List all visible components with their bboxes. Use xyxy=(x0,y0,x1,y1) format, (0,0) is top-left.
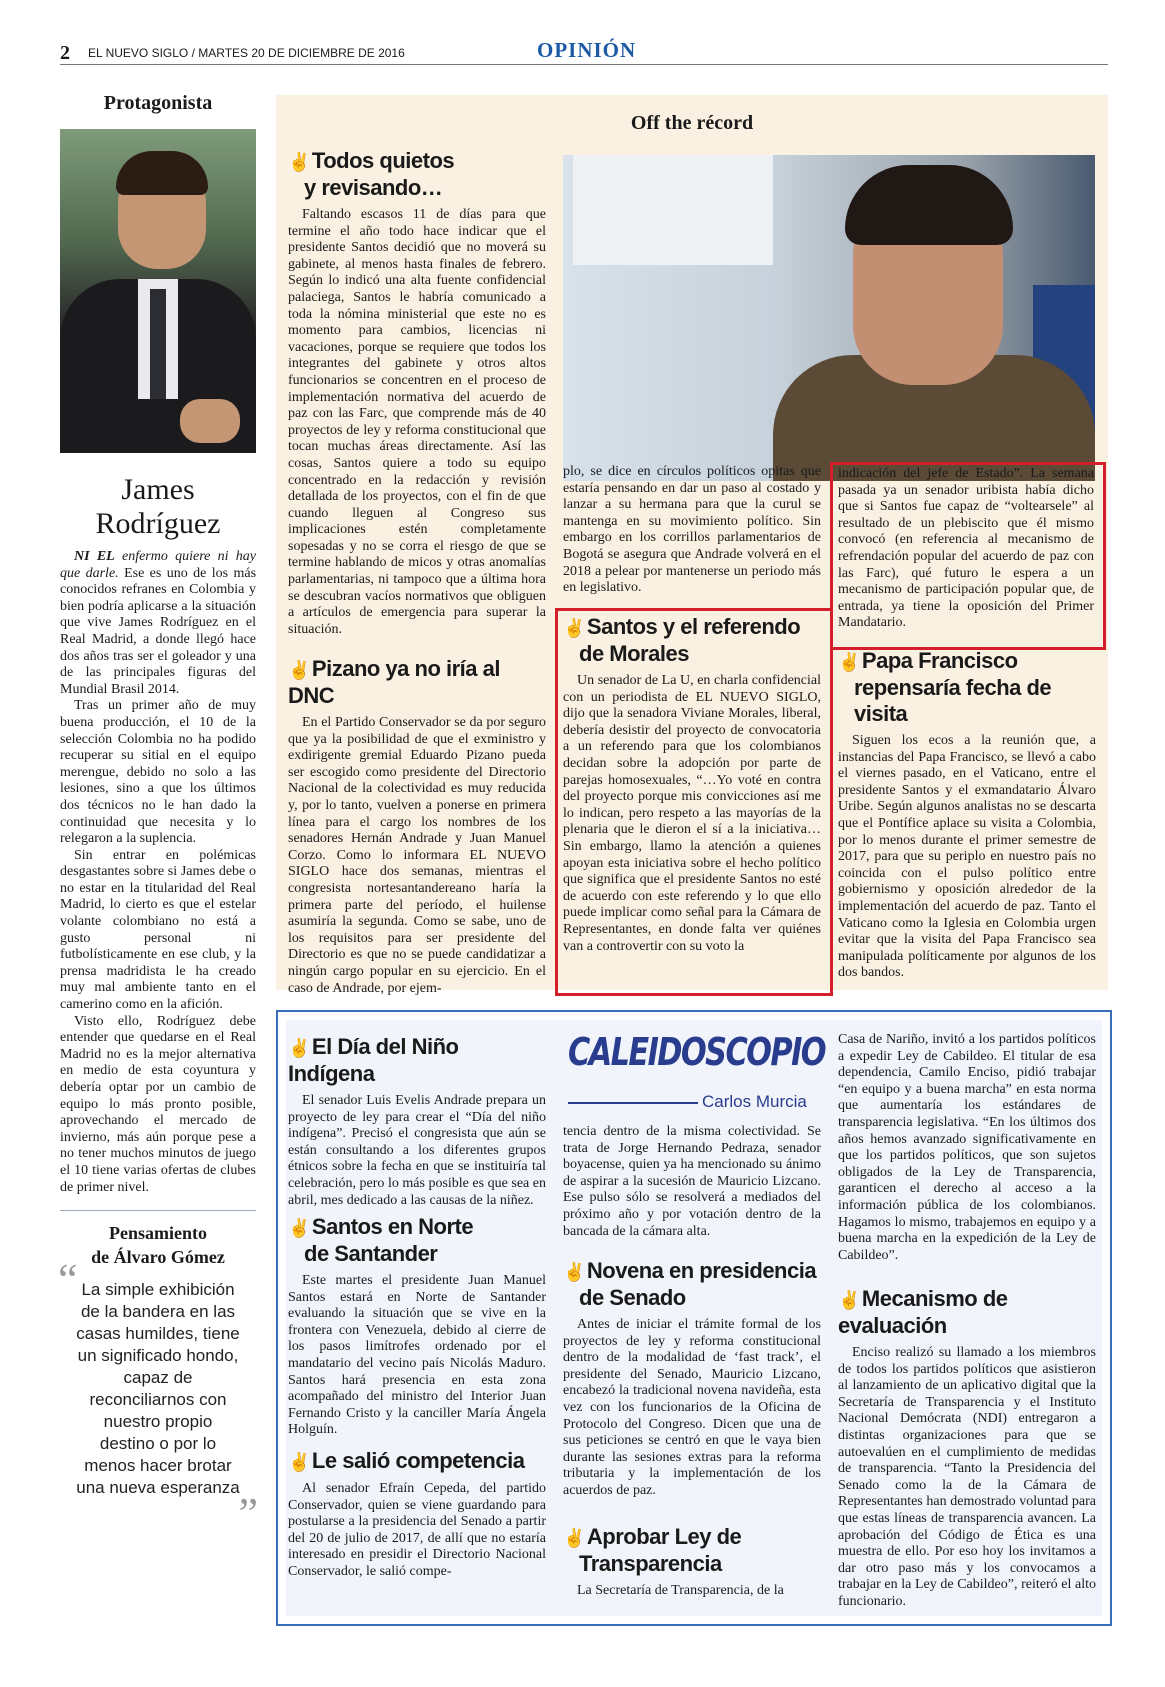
article-title: ✌Le salió competencia xyxy=(288,1448,525,1473)
article-todos-quietos: ✌Todos quietos y revisando… Faltando escasos 11 de días para que termine el año todo hace indicar que el presidente Santos decidió que no moverá su gabinete, al menos hasta finales de febrero. Según lo indicó una alta fuente confidencial palaciega, Santos le habría comunicado a toda la nómina ministerial que este no es momento para cambios, licencias ni vacaciones, porque se requiere que todos los integrantes del gabinete y otros altos funcionarios se concentren en el proceso de implementación normativa del acuerdo de paz con las Farc, que comprende más de 40 proyectos de ley y reforma constitucional que tocan muchas áreas directamente. Así las cosas, Santos quiere a todo su equipo concentrado en la redacción y revisión detallada de los proyectos, con el fin de que cuando lleguen al Congreso sus implicaciones estén completamente sopesadas y no se corra el riesgo de que se termine hablando de micos y otras anomalías parlamentarias, ni tampoco que a última hora se descubran vacíos normativos que obliguen a artículos de emergencia para superar la situación. xyxy=(288,148,546,637)
article-mecanismo-evaluacion: ✌Mecanismo de evaluación Enciso realizó su llamado a los miembros de todos los partidos políticos que asistieron al lanzamiento de un aplicativo digital que la Secretaría de Transparencia y el Instituto Nacional Demócrata (NDI) entregaron a distintas organizaciones para que se autoevalúen en el cumplimiento de medidas de transparencia. “Tanto la Presidencia del Senado como la de la Cámara de Representantes han demostrado voluntad para que estas líneas de transparencia avancen. La aprobación del Código de Ética es una muestra de ello. Por eso hoy los invitamos a dar otro paso más y los convocamos a trabajar en la Ley de Cabildeo”, reiteró el alto funcionario. xyxy=(838,1286,1096,1609)
victory-hand-icon: ✌ xyxy=(838,652,860,672)
logo-rule xyxy=(568,1102,698,1104)
article-le-salio-competencia-continued: tencia dentro de la misma colectividad. Se trata de Jorge Hernando Pedraza, senador boyacense, quien ya ha mencionado su ánimo de aspirar a la sucesión de Mauricio Lizcano. Ese pulso sólo se resolverá a mediados del próximo año y por votación dentro de la bancada de la cámara alta. xyxy=(563,1124,821,1239)
victory-hand-icon: ✌ xyxy=(288,152,310,172)
victory-hand-icon: ✌ xyxy=(563,1528,585,1548)
article-title: ✌Aprobar Ley de Transparencia xyxy=(563,1524,742,1576)
victory-hand-icon: ✌ xyxy=(838,1290,860,1310)
article-title: ✌Santos en Norte de Santander xyxy=(288,1214,474,1266)
article-dia-nino-indigena: ✌El Día del Niño Indígena El senador Luis Evelis Andrade prepara un proyecto de ley para crear el “Día del niño indígena”. Precisó el congresista que aún se están consultando a los diferentes grupos étnicos sobre la fecha en que se instituiría tal celebración, pero lo más posible es que sea en abril, mes dedicado a las causas de la niñez. xyxy=(288,1034,546,1208)
article-title: ✌Novena en presidencia de Senado xyxy=(563,1258,817,1310)
article-papa-francisco: ✌Papa Francisco repensaría fecha de visita Siguen los ecos a la reunión que, a instancias del Papa Francisco, se llevó a cabo el viernes pasado, en el Vaticano, entre el presidente Santos y el exmandatario Álvaro Uribe. Según algunos analistas no se descarta que el Pontífice aplace su visita a Colombia, por lo menos durante el primer semestre de 2017, para que su periplo en nuestro país no coincida con el pulso político entre gobiernismo y oposición alrededor de la implementación del acuerdo de paz. Tanto el Vaticano como la Iglesia en Colombia urgen evitar que la visita del Papa Francisco sea manipulada políticamente por algunos de los dos bandos. xyxy=(838,648,1096,981)
article-pizano: ✌Pizano ya no iría al DNC En el Partido Conservador se da por seguro que ya la posibilidad de que el exministro y exdirigente gremial Eduardo Pizano pueda ser escogido como presidente del Directorio Nacional de la colectividad es muy reducida y, por lo tanto, vuelven a ponerse en primera línea para el cargo los nombres de los senadores Hernán Andrade y Juan Manuel Corzo. Como lo informara EL NUEVO SIGLO hace dos semanas, mientras el congresista nortesantandereano haría la primera parte del período, el huilense asumiría la segunda. Como se sabe, uno de los requisitos para ser presidente del Directorio es que no se puede candidatizar a ningún cargo popular en su ejercicio. En el caso de Andrade, por ejem- xyxy=(288,656,546,996)
article-le-salio-competencia: ✌Le salió competencia Al senador Efraín Cepeda, del partido Conservador, quien se viene guardando para postularse a la presidencia del Senado a partir del 20 de julio de 2017, de allí que no estaría interesado en presidir el Directorio Nacional Conservador, le salió compe- xyxy=(288,1448,546,1579)
article-pizano-continued: plo, se dice en círculos políticos opitas que estaría pensando en dar un paso al costado y lanzar a su hermana para que la curul se mantenga en su movimiento político. Sin embargo en los corrillos parlamentarios de Bogotá se asegura que Andrade volverá en el 2018 a pelear por mantenerse un periodo más en legislativo. xyxy=(563,464,821,596)
page-number: 2 xyxy=(60,42,70,64)
quote-text: La simple exhibición de la bandera en las casas humildes, tiene un significado hondo, capaz de reconciliarnos con nuestro propio destino o por lo menos hacer brotar una nueva esperanza xyxy=(76,1280,240,1498)
article-title: ✌Todos quietos y revisando… xyxy=(288,148,455,200)
article-title: ✌Papa Francisco repensaría fecha de visita xyxy=(838,648,1052,726)
close-quote-icon: ” xyxy=(238,1489,258,1539)
protagonista-title: Protagonista xyxy=(103,92,213,114)
left-column xyxy=(58,88,258,1539)
article-aprobar-ley-continued: Casa de Nariño, invitó a los partidos políticos a expedir Ley de Cabildeo. El titular de esa dependencia, Camilo Enciso, pidió trabajar “en equipo y a buena marcha” en esta norma que aumentaría los estándares de transparencia legislativa. “En los últimos dos años hemos avanzado significativamente en que los partidos políticos, que son sujetos obligados de la Ley de Transparencia, garanticen el derecho al acceso a la información pública de los colombianos. Hagamos lo mismo, trabajemos en equipo y a buena marcha en la expedición de la Ley de Cabildeo”. xyxy=(838,1032,1096,1263)
publication-line: EL NUEVO SIGLO / MARTES 20 DE DICIEMBRE DE 2016 xyxy=(88,46,405,60)
article-aprobar-ley: ✌Aprobar Ley de Transparencia La Secretaría de Transparencia, de la xyxy=(563,1524,821,1600)
open-quote-icon: “ xyxy=(58,1255,78,1305)
victory-hand-icon: ✌ xyxy=(288,1452,310,1472)
article-title: ✌Pizano ya no iría al DNC xyxy=(288,656,500,708)
article-title: ✌Mecanismo de evaluación xyxy=(838,1286,1008,1338)
victory-hand-icon: ✌ xyxy=(288,660,310,680)
victory-hand-icon: ✌ xyxy=(563,1262,585,1282)
protagonist-text: NI EL enfermo quiere ni hay que darle. Ese es uno de los más conocidos refranes en Colombia y bien podría aplicarse a la situación que vive James Rodríguez en el Real Madrid, a donde llegó hace dos años tras ser el goleador y una de las principales figuras del Mundial Brasil 2014. Tras un primer año de muy buena producción, el 10 de la selección Colombia no ha podido recuperar su sitial en el equipo merengue, debido no solo a las lesiones, sino a que los últimos dos técnicos no le han dado la continuidad que necesita y lo relegaron a la suplencia. Sin entrar en polémicas desgastantes sobre si James debe o no estar en la titularidad del Real Madrid, lo cierto es que el estelar volante colombiano no está a gusto personal ni futbolísticamente en ese club, y la prensa madridista le ha creado muy mal ambiente tanto en el camerino como en la afición. Visto ello, Rodríguez debe entender que quedarse en el Real Madrid no es la mejor alternativa en medio de esta coyuntura y debería optar por un cambio de equipo lo más pronto posible, aprovechando el mercado de invierno, más aún porque pese a no tener muchos minutos de juego el 10 tiene varias ofertas de clubes de primer nivel. xyxy=(60,549,257,1195)
columnist-name: Carlos Murcia xyxy=(702,1092,807,1111)
article-santos-referendo: ✌Santos y el referendo de Morales Un senador de La U, en charla confidencial con un periodista de EL NUEVO SIGLO, dijo que la senadora Viviane Morales, liberal, debería desistir del proyecto de convocatoria a un referendo para que los colombianos decidan sobre la adopción por parte de parejas homosexuales, “…Yo voté en contra del proyecto porque mis convicciones así me lo indican, pero respeto a las mayorías de la plenaria que le dieron el sí a la iniciativa… Sin embargo, llamo la atención a quienes apoyan esta iniciativa sobre el hecho político que significa que el presidente Santos no esté de acuerdo con este referendo y lo que ello puede implicar como señal para la Cámara de Representantes, en donde falta ver quiénes van a controvertir con su voto la xyxy=(563,614,821,954)
header-rule xyxy=(60,64,1108,65)
divider xyxy=(60,1210,256,1211)
article-title: ✌Santos y el referendo de Morales xyxy=(563,614,801,666)
article-santos-referendo-continued: indicación del jefe de Estado”. La semana pasada ya un senador uribista había dicho que si Santos fue capaz de “voltearsele” al resultado de un plebiscito que él mismo convocó (en referencia al mecanismo de refrendación popular del acuerdo de paz con las Farc), qué futuro le espera a un mecanismo de participación popular que, de entrada, ya tiene la oposición del Primer Mandatario. xyxy=(838,466,1094,631)
article-novena-senado: ✌Novena en presidencia de Senado Antes de iniciar el trámite formal de los proyectos de ley y reforma constitucional dentro de la modalidad de ‘fast track’, el presidente del Senado, Mauricio Lizcano, encabezó la tradicional novena navideña, esta vez con los funcionarios de la Oficina de Protocolo del Congreso. Dicen que una de sus peticiones se centró en que le vaya bien durante las sesiones extras para la reforma tributaria y la implementación de los acuerdos de paz. xyxy=(563,1258,821,1498)
victory-hand-icon: ✌ xyxy=(563,618,585,638)
politician-photo xyxy=(563,155,1095,481)
james-rodriguez-photo xyxy=(60,129,256,453)
quote-block xyxy=(58,1255,258,1539)
article-title: ✌El Día del Niño Indígena xyxy=(288,1034,459,1086)
article-santos-norte: ✌Santos en Norte de Santander Este martes el presidente Juan Manuel Santos estará en Norte de Santander evaluando la situación que se vive en la frontera con Venezuela, debido al cierre de los pasos limítrofes ordenado por el mandatario del vecino país Nicolás Maduro. Santos hará presencia en esta zona acompañado del ministro del Interior Juan Fernando Cristo y la canciller María Ángela Holguín. xyxy=(288,1214,546,1438)
off-the-record-title: Off the récord xyxy=(630,112,754,134)
victory-hand-icon: ✌ xyxy=(288,1038,310,1058)
caleidoscopio-logo: CALEIDOSCOPIO xyxy=(568,1030,826,1074)
protagonist-name: James Rodríguez xyxy=(95,473,221,540)
victory-hand-icon: ✌ xyxy=(288,1218,310,1238)
section-title: OPINIÓN xyxy=(537,38,637,62)
pensamiento-title: Pensamiento de Álvaro Gómez xyxy=(91,1223,225,1268)
